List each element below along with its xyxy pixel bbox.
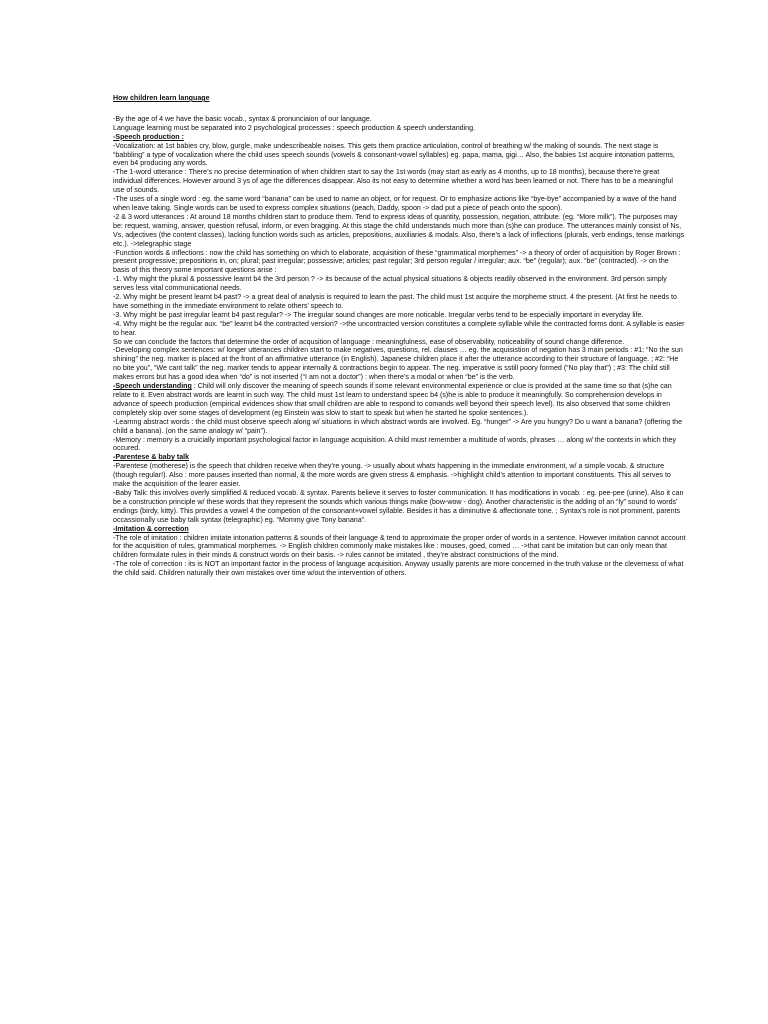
- paragraph: -Learnng abstract words : the child must observe speech along w/ situations in which abstract words are involved. Eg. “hunger” -> Are you hungry? Do u want a banana? (offering the child a banana). (on the same analogy w/ “pain”).: [113, 417, 683, 435]
- section-heading: -Parentese & baby talk: [113, 453, 190, 462]
- section-heading: -Speech production :: [113, 132, 184, 141]
- paragraph: -Developing complex sentences: w/ longer utterances children start to make negatives, questions, rel. clauses … eg. the acquisistion of negation has 3 main periods : #1: “No the sun shining” the neg. marker is placed at the front of an affirmative utterance (in English). Japanese children place it after the utterance according to their structure of language. ; #2: “He no bite you”, “We cant talk” the neg. marker tends to appear internally & contractions begin to appear. The neg. imperative is sstill poory formed (“No play that”) ; #3: The child still makes errors but has a good idea when “do” is not inserted (“I am not a doctor”) : when there’s a modal or when “be” is the verb.: [113, 346, 683, 382]
- paragraph-text: : Child will only discover the meaning of speech sounds if some relevant environmental experience or clue is provided at the same time so that (s)he can relate to it. Even abstract words are learnt in such way. The child must 1st learn to understand speec b4 (s)he is able to produce it meaningfully. So comprehension develops in advance of speech production (empirical evidences show that small children are able to respond to comands well beyond their speech level). Its also observed that some children completely skip over some stages of development (eg Einstein was slow to start to speak but when he started he spoke sentences.).: [113, 382, 672, 417]
- paragraph: -Function words & inflections : now the child has something on which to elaborate, acquisition of these “grammatical morphemes” -> a theory of order of acquisition by Roger Brown : present progressive; prepositions in, on; plural; past irregular; possessive; articles; past regular; 3rd person regular / irregular; aux. “be” (regular); aux. “be” (contracted). -> on the basis of this theory some important questions arise :: [113, 248, 681, 275]
- paragraph: -1. Why might the plural & possessive learnt b4 the 3rd person ? -> its because of the actual physical situations & objects readily observed in the environment. 3rd person simply serves less vital communicational needs.: [113, 275, 667, 293]
- document-page: [113, 94, 686, 578]
- paragraph: -The uses of a single word : eg. the same word “banana” can be used to name an object, or for request. Or to emphasize actions like “bye-bye” accompanied by a wave of the hand when leave taking. Single words can be used to express complex situations (peach, Daddy, spoon -> dad put a piece of peach onto the spoon).: [113, 195, 677, 212]
- document-title: How children learn language: [113, 94, 210, 102]
- paragraph: -The 1-word utterance : There’s no precise determination of when children start to say the 1st words (may start as early as 4 months, up to 18 months), because there’re great individual differences. However around 3 ys of age the differences disappear. Also its not easy to determine whether a word has been learned or not. There has to be a meaningful use of sounds.: [113, 168, 673, 195]
- paragraph: -Vocalization: at 1st babies cry, blow, gurgle, make undescribeable noises. This gets them practice articulation, control of breathing w/ the making of sounds. The next stage is “babbling” a type of vocalization where the child uses speech sounds (vowels & consonant-vowel syllables) eg. papa, mama, gigi… Also, the babies 1st acquire intonation patterns, even b4 producing any words.: [113, 141, 675, 168]
- paragraph: -Baby Talk: this involves overly simplified & reduced vocab. & syntax. Parents believe it serves to foster communication. It has modifications in vocab. : eg. pee-pee (urine). Also it can be a construction principle w/ these words that they represent the sounds which various things make (bow-wow - dog). Another characteristic is the adding of an “ly” sound to words’ endings (birdy, kitty). This provides a vowel 4 the competion of the consonant+vowel syllable. Besides it has a diminutive & affectionate tone. ; Syntax’s role is not prominent, parents occassionally use baby talk syntax (telegraphic) eg. “Mommy give Tony banana”.: [113, 488, 684, 524]
- document-body: [113, 115, 686, 578]
- paragraph: -The role of correction : its is NOT an important factor in the process of language acquisition. Anyway usually parents are more concerned in the truth valuse or the cleverness of what the child said. Children naturally their own mistakes over time w/out the intervention of others.: [113, 560, 684, 578]
- paragraph: -Parentese (motherese) is the speech that children receive when they’re young. -> usually about whats happening in the immediate environment, w/ a simple vocab. & structure (though regular!). Also : more pauses inserted than normal, & the more words are given stress & emphasis. ->highlight child’s attention to important constituents. This all serves to make the acquisition of the learer easier.: [113, 462, 671, 489]
- paragraph: -3. Why might be past irregular learnt b4 past regular? -> The irregular sound changes are more noticable. Irregular verbs tend to be especially important in everyday life.: [113, 310, 644, 319]
- paragraph: -The role of imitation : children imitate intonation patterns & sounds of their language & tend to approximate the proper order of words in a sentence. However imitation cannot account for the acquisition of rules, grammatical morphemes. -> English children commonly make mistakes like : mouses, goed, comed … ->that cant be imitation but can only mean that children formulate rules in their minds & construct words on their basis. -> rules cannot be imitated , they’re abstract constructions of the mind.: [113, 533, 686, 560]
- paragraph: -Memory : memory is a cruicially important psychological factor in language acquisition. A child must remember a multitude of words, phrases … along w/ the contexts in which they occured.: [113, 435, 677, 453]
- paragraph: -2. Why might be present learnt b4 past? -> a great deal of analysis is required to learn the past. The child must 1st acquire the morpheme struct. 4 the present. (At first he needs to have something in the immediate environment to relate others’ speech to.: [113, 293, 677, 310]
- paragraph: Language learning must be separated into 2 psychological processes : speech production & speech understanding.: [113, 123, 476, 132]
- inline-heading: -Speech understanding: [113, 382, 192, 391]
- paragraph: [113, 382, 686, 418]
- paragraph: -4. Why might be the regular aux. “be” learnt b4 the contracted version? ->the uncontracted version constitutes a complete syllable while the contracted forms dont. A syllable is easier to hear.: [113, 319, 685, 337]
- section-heading: -Imitation & correction: [113, 524, 189, 533]
- paragraph: -2 & 3 word utterances : At around 18 months children start to produce them. Tend to express ideas of quantity, possession, negation, attribute. (eg. “More milk”). The purposes may be: request, warning, answer, question refusal, inform, or even bragging. At this stage the child understands much more than (s)he can produce. The utterances mainly consist of Ns, Vs, adjectives (the content classes), lacking function words such as articles, prepositions, auxiliaries & modals. Also, there’s a lack of inflections (plurals, verb endings, tense markings etc.). ->telegraphic stage: [113, 212, 685, 248]
- paragraph: So we can conclude the factors that determine the order of acqusition of language : meaningfulness, ease of observability, noticeability of sound change difference.: [113, 337, 625, 346]
- paragraph: -By the age of 4 we have the basic vocab., syntax & pronunciaion of our language.: [113, 114, 372, 123]
